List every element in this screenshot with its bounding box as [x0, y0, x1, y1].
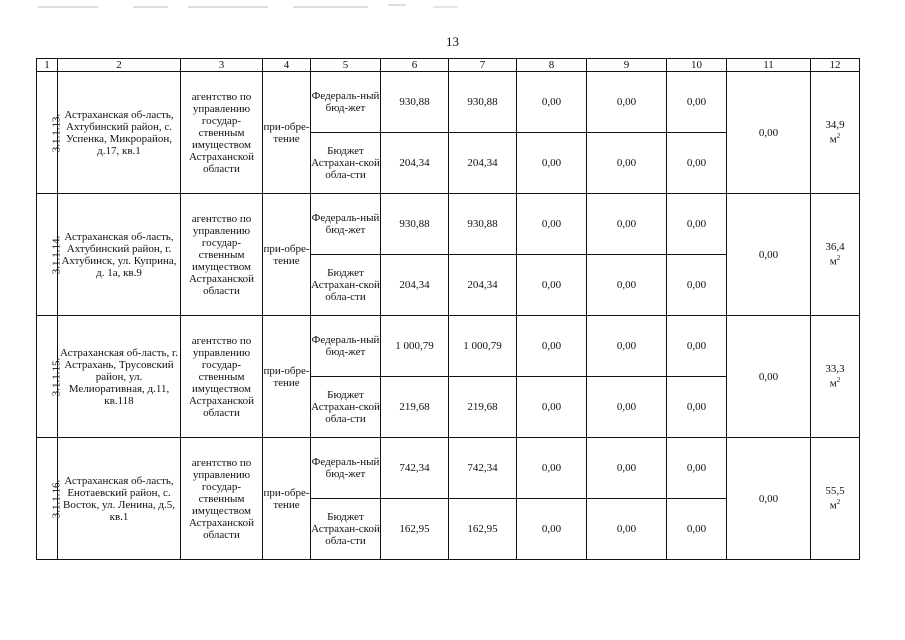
property-table	[36, 58, 860, 560]
area-cell	[811, 438, 860, 560]
area-value: 34,9	[825, 118, 845, 131]
column-header: 6	[381, 59, 449, 72]
area-unit-exponent: 2	[836, 497, 841, 506]
amount-c9: 0,00	[587, 499, 667, 560]
amount-c10: 0,00	[667, 194, 727, 255]
column-header: 9	[587, 59, 667, 72]
address: Астраханская об-ласть, Ахтубинский район, с. Успенка, Микрорайон, д.17, кв.1	[58, 72, 181, 194]
row-code: 3.1.1.16.	[50, 479, 63, 518]
column-header: 1	[37, 59, 58, 72]
address: Астраханская об-ласть, Ахтубинский район, г. Ахтубинск, ул. Куприна, д. 1а, кв.9	[58, 194, 181, 316]
row-code-cell	[37, 72, 63, 194]
area-cell	[811, 72, 860, 194]
amount-c6: 1 000,79	[381, 316, 449, 377]
area-value: 36,4	[825, 240, 845, 253]
amount-c10: 0,00	[667, 72, 727, 133]
funding-source-federal: Федераль-ный бюд-жет	[311, 194, 381, 255]
area	[825, 242, 844, 268]
area-unit: м	[829, 377, 837, 390]
area-unit: м	[829, 255, 837, 268]
area-value: 55,5	[825, 484, 845, 497]
area	[825, 364, 844, 390]
header-row	[37, 59, 860, 72]
address: Астраханская об-ласть, г. Астрахань, Трусовский район, ул. Мелиоративная, д.11, кв.118	[58, 316, 181, 438]
area-value: 33,3	[825, 362, 845, 375]
amount-c8: 0,00	[517, 499, 587, 560]
funding-source-federal: Федераль-ный бюд-жет	[311, 316, 381, 377]
column-header: 12	[811, 59, 860, 72]
amount-c9: 0,00	[587, 438, 667, 499]
table-row	[37, 194, 860, 255]
amount-c8: 0,00	[517, 194, 587, 255]
address: Астраханская об-ласть, Енотаевский район, с. Восток, ул. Ленина, д.5, кв.1	[58, 438, 181, 560]
amount-c8: 0,00	[517, 133, 587, 194]
area-unit-exponent: 2	[836, 375, 841, 384]
amount-c10: 0,00	[667, 438, 727, 499]
amount-c6: 162,95	[381, 499, 449, 560]
amount-c7: 930,88	[449, 194, 517, 255]
row-code: 3.1.1.13.	[50, 113, 63, 152]
column-header: 4	[263, 59, 311, 72]
column-header: 5	[311, 59, 381, 72]
amount-c7: 204,34	[449, 133, 517, 194]
amount-c7: 930,88	[449, 72, 517, 133]
amount-c9: 0,00	[587, 255, 667, 316]
area-unit-exponent: 2	[836, 253, 841, 262]
agency: агентство по управлению государ-ственным имуществом Астраханской области	[181, 316, 263, 438]
amount-c7: 1 000,79	[449, 316, 517, 377]
row-code: 3.1.1.14.	[50, 235, 63, 274]
column-header: 8	[517, 59, 587, 72]
amount-c8: 0,00	[517, 255, 587, 316]
amount-c10: 0,00	[667, 499, 727, 560]
amount-c6: 204,34	[381, 133, 449, 194]
amount-c9: 0,00	[587, 377, 667, 438]
amount-c8: 0,00	[517, 316, 587, 377]
table-row	[37, 316, 860, 377]
area-cell	[811, 194, 860, 316]
amount-c9: 0,00	[587, 316, 667, 377]
amount-c8: 0,00	[517, 438, 587, 499]
funding-source-regional: Бюджет Астрахан-ской обла-сти	[311, 377, 381, 438]
acquisition-type: при-обре-тение	[263, 438, 311, 560]
funding-source-regional: Бюджет Астрахан-ской обла-сти	[311, 499, 381, 560]
amount-c7: 204,34	[449, 255, 517, 316]
amount-c7: 742,34	[449, 438, 517, 499]
amount-c11: 0,00	[727, 72, 811, 194]
agency: агентство по управлению государ-ственным имуществом Астраханской области	[181, 194, 263, 316]
amount-c7: 219,68	[449, 377, 517, 438]
amount-c9: 0,00	[587, 194, 667, 255]
amount-c9: 0,00	[587, 72, 667, 133]
area	[825, 120, 844, 146]
row-code-cell	[37, 194, 63, 316]
row-code-cell	[37, 438, 63, 560]
amount-c10: 0,00	[667, 377, 727, 438]
amount-c11: 0,00	[727, 316, 811, 438]
amount-c6: 930,88	[381, 194, 449, 255]
column-header: 2	[58, 59, 181, 72]
area-cell	[811, 316, 860, 438]
agency: агентство по управлению государ-ственным имуществом Астраханской области	[181, 438, 263, 560]
column-header: 3	[181, 59, 263, 72]
amount-c11: 0,00	[727, 438, 811, 560]
area-unit: м	[829, 133, 837, 146]
table-row	[37, 72, 860, 133]
amount-c10: 0,00	[667, 133, 727, 194]
column-header: 7	[449, 59, 517, 72]
amount-c10: 0,00	[667, 255, 727, 316]
row-code: 3.1.1.15.	[50, 357, 63, 396]
row-code-cell	[37, 316, 63, 438]
table-row	[37, 438, 860, 499]
column-header: 11	[727, 59, 811, 72]
funding-source-federal: Федераль-ный бюд-жет	[311, 72, 381, 133]
area-unit: м	[829, 499, 837, 512]
page-number: 13	[446, 34, 459, 49]
agency: агентство по управлению государ-ственным имуществом Астраханской области	[181, 72, 263, 194]
amount-c8: 0,00	[517, 377, 587, 438]
area	[825, 486, 844, 512]
amount-c7: 162,95	[449, 499, 517, 560]
amount-c6: 219,68	[381, 377, 449, 438]
amount-c10: 0,00	[667, 316, 727, 377]
acquisition-type: при-обре-тение	[263, 316, 311, 438]
acquisition-type: при-обре-тение	[263, 194, 311, 316]
acquisition-type: при-обре-тение	[263, 72, 311, 194]
amount-c9: 0,00	[587, 133, 667, 194]
amount-c8: 0,00	[517, 72, 587, 133]
amount-c6: 204,34	[381, 255, 449, 316]
funding-source-regional: Бюджет Астрахан-ской обла-сти	[311, 255, 381, 316]
amount-c6: 742,34	[381, 438, 449, 499]
funding-source-regional: Бюджет Астрахан-ской обла-сти	[311, 133, 381, 194]
scan-artifact-line	[38, 2, 458, 10]
column-header: 10	[667, 59, 727, 72]
area-unit-exponent: 2	[836, 131, 841, 140]
amount-c6: 930,88	[381, 72, 449, 133]
amount-c11: 0,00	[727, 194, 811, 316]
funding-source-federal: Федераль-ный бюд-жет	[311, 438, 381, 499]
